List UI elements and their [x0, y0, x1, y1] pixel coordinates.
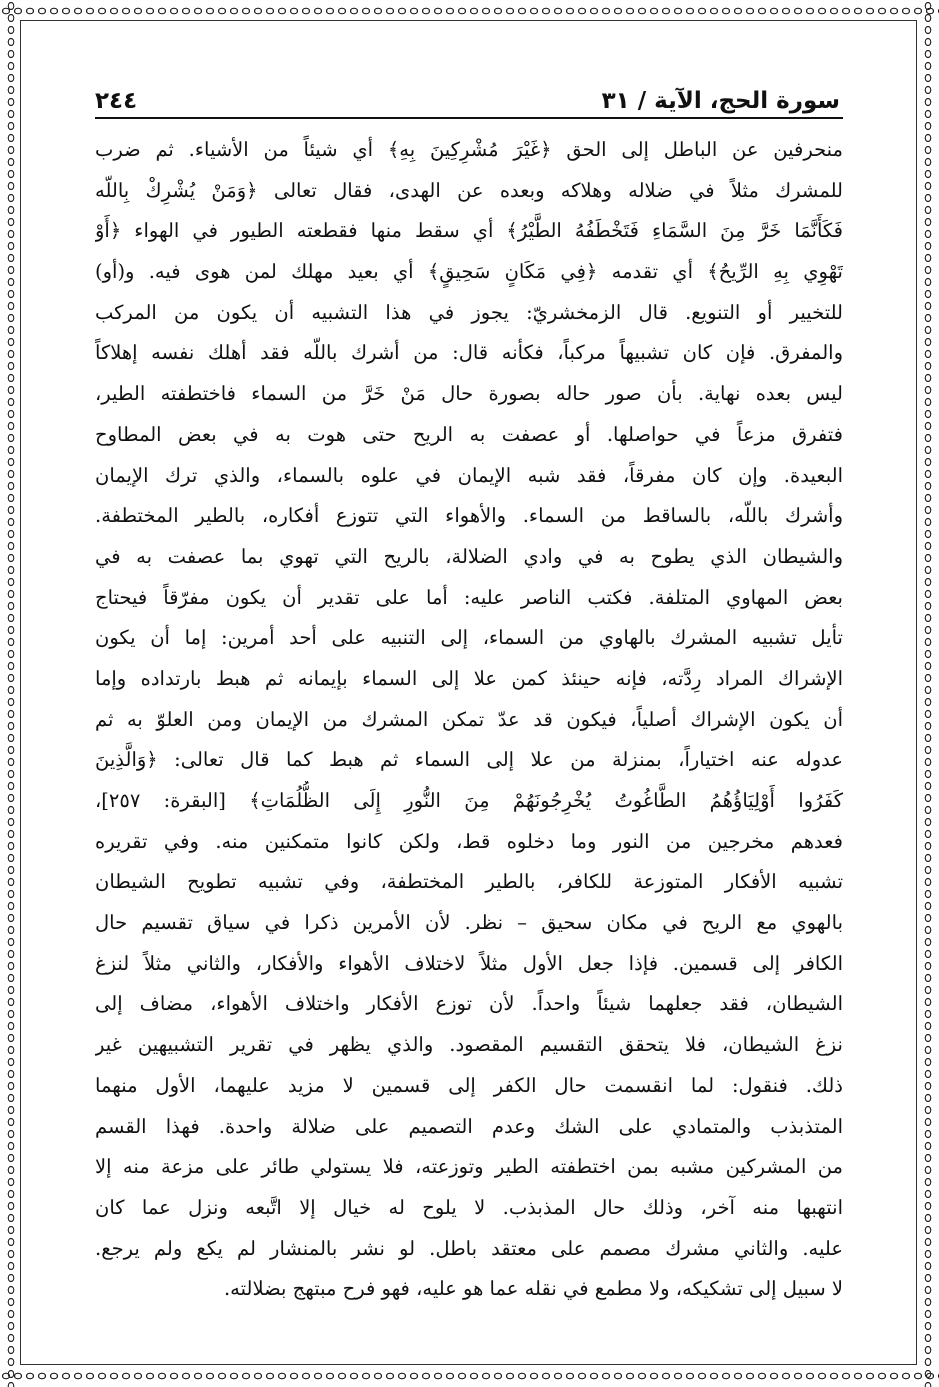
text-line: للمشرك مثلاً في ضلاله وهلاكه وبعده عن الهدى، فقال تعالى ﴿وَمَنْ يُشْرِكْ بِاللّه	[95, 178, 843, 202]
text-line: فَكَأَنَّمَا خَرَّ مِنَ السَّمَاءِ فَتَخْطَفُهُ الطَّيْرُ﴾ أي سقط منها فقطعته الطيور في الهواء ﴿أَوْ	[95, 219, 843, 243]
text-line: للتخيير أو التنويع. قال الزمخشريّ: يجوز في هذا التشبيه أن يكون من المركب	[95, 300, 843, 324]
page-number: ٢٤٤	[95, 88, 138, 114]
decorative-border-left	[0, 0, 22, 1387]
text-line: كَفَرُوا أَوْلِيَاؤُهُمُ الطَّاغُوتُ يُخْرِجُونَهُمْ مِنَ النُّورِ إِلَى الظُّلُمَاتِ﴾ [البقرة: ٢٥٧]،	[95, 789, 843, 812]
text-line: تأيل تشبيه المشرك بالهاوي من السماء، إلى التنبيه على أحد أمرين: إما أن يكون	[95, 626, 843, 650]
running-title: سورة الحج، الآية / ٣١	[601, 88, 840, 114]
body-text	[95, 130, 843, 1310]
text-line: الشيطان، فقد جعلهما شيئاً واحداً. لأن توزع الأفكار واختلاف الأهواء، مضاف إلى	[95, 992, 843, 1016]
text-line: البعيدة. وإن كان مفرقاً، فقد شبه الإيمان في علوه بالسماء، والذي ترك الإيمان	[95, 463, 843, 487]
text-line: الكافر إلى قسمين. فإذا جعل الأول مثلاً لاختلاف الأهواء والأفكار، والثاني مثلاً لنزغ	[95, 951, 843, 975]
text-line: انتهبها منه آخر، وذلك حال المذبذب. لا يلوح له خيال إلا اتَّبعه ونزل عما كان	[95, 1195, 843, 1219]
text-line: أن يكون الإشراك أصلياً، فيكون قد عدّ تمكن المشرك من الإيمان ومن العلوّ به ثم	[95, 707, 843, 731]
text-line: والشيطان الذي يطوح به في وادي الضلالة، بالريح التي تهوي بما عصفت به في	[95, 544, 843, 568]
text-line: ذلك. فنقول: لما انقسمت حال الكفر إلى قسمين لا مزيد عليهما، الأول منهما	[95, 1073, 843, 1097]
text-line: الإشراك المراد رِدَّته، فإنه حينئذ كمن علا إلى السماء بإيمانه ثم هبط بارتداده وإما	[95, 666, 843, 690]
text-line: المتذبذب والمتمادي على الشك وعدم التصميم على ضلالة واحدة. فهذا القسم	[95, 1114, 843, 1138]
page-header	[95, 70, 840, 114]
text-line: ليس بعده نهاية. بأن صور حاله بصورة حال مَنْ خَرَّ من السماء فاختطفته الطير،	[95, 382, 843, 406]
text-line: فعدهم مخرجين من النور وما دخلوه قط، ولكن كانوا متمكنين منه. وفي تقريره	[95, 829, 843, 853]
text-line: منحرفين عن الباطل إلى الحق ﴿غَيْرَ مُشْرِكِينَ بِهِ﴾ أي شيئاً من الأشياء. ثم ضرب	[95, 138, 843, 161]
decorative-border-right	[917, 0, 939, 1387]
decorative-border-top	[0, 0, 939, 22]
text-line: بعض المهاوي المتلفة. فكتب الناصر عليه: أما على تقدير أن يكون مفرّقاً فيحتاج	[95, 585, 843, 609]
text-line: عدوله عنه اختياراً، بمنزلة من علا إلى السماء ثم هبط كما قال تعالى: ﴿وَالَّذِينَ	[95, 748, 843, 772]
header-rule	[95, 117, 843, 119]
text-line: من المشركين مشبه بمن اختطفته الطير وتوزعته، فلا يستولي طائر على مزعة منه إلا	[95, 1155, 843, 1179]
text-line: نزغ الشيطان، فلا يتحقق التقسيم المقصود. والذي يظهر في تقرير التشبيهين غير	[95, 1033, 843, 1057]
text-line: عليه. والثاني مشرك مصمم على معتقد باطل. لو نشر بالمنشار لم يكع ولم يرجع.	[95, 1236, 843, 1260]
decorative-border-bottom	[0, 1365, 939, 1387]
text-line: بالهوي مع الريح في مكان سحيق – نظر. لأن الأمرين ذكرا في سياق تقسيم حال	[95, 911, 843, 935]
text-line: تَهْوِي بِهِ الرِّيحُ﴾ أي تقدمه ﴿فِي مَكَانٍ سَحِيقٍ﴾ أي بعيد مهلك لمن هوى فيه. و(أو)	[95, 260, 843, 284]
text-line: وأشرك باللّه، بالساقط من السماء. والأهواء التي تتوزع أفكاره، بالطير المختطفة.	[95, 504, 843, 528]
text-line: لا سبيل إلى تشكيكه، ولا مطمع في نقله عما هو عليه، فهو فرح مبتهج بضلالته.	[223, 1277, 843, 1301]
text-line: تشبيه الأفكار المتوزعة للكافر، بالطير المختطفة، وفي تشبيه تطويح الشيطان	[95, 870, 843, 894]
text-line: والمفرق. فإن كان تشبيهاً مركباً، فكأنه قال: من أشرك باللّه فقد أهلك نفسه إهلاكاً	[95, 341, 843, 365]
text-line: فتفرق مزعاً في حواصلها. أو عصفت به الريح حتى هوت به في بعض المطاوح	[95, 422, 843, 446]
